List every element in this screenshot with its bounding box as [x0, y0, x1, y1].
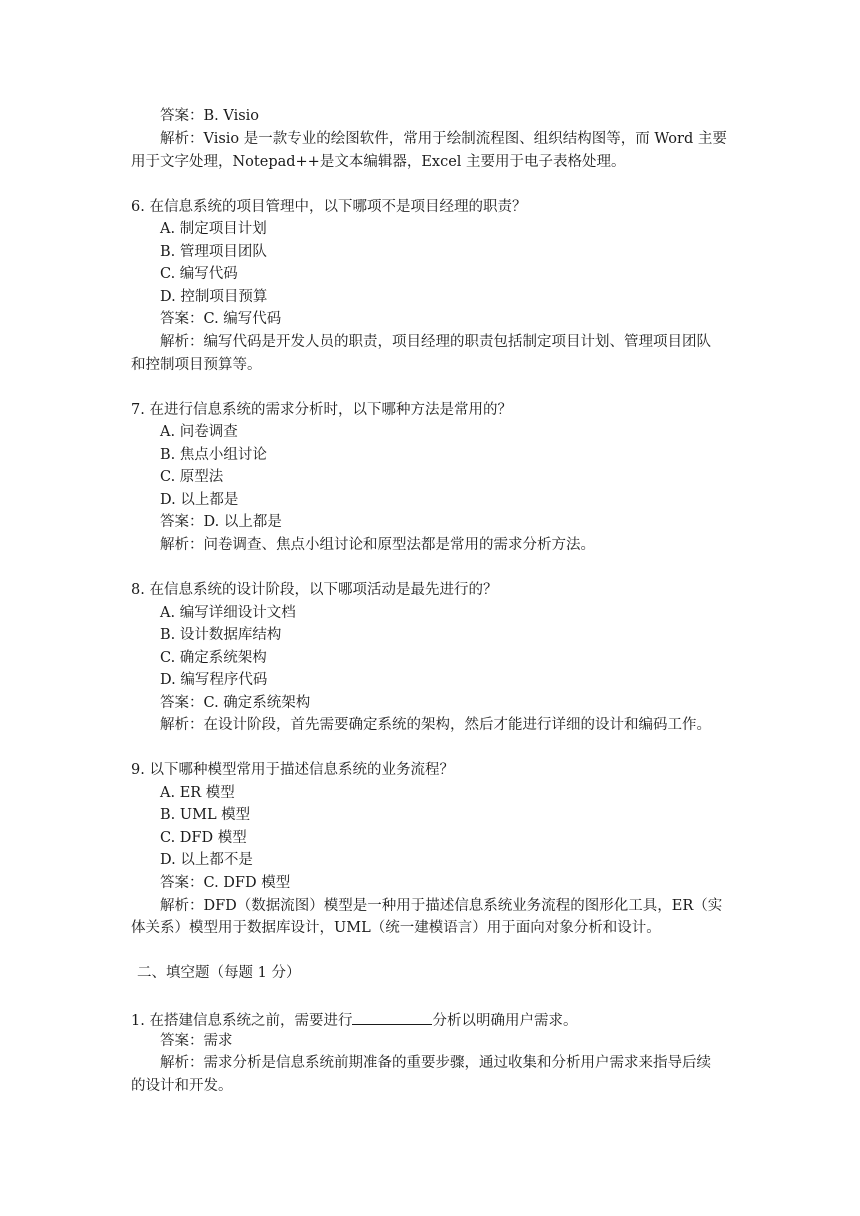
analysis-line: 解析：Visio 是一款专业的绘图软件，常用于绘制流程图、组织结构图等，而 Word 主要: [160, 131, 727, 147]
answer-line: 答案：C. DFD 模型: [160, 875, 291, 891]
option: D. 控制项目预算: [160, 289, 268, 305]
answer-line: 答案：D. 以上都是: [160, 514, 282, 530]
option: B. 焦点小组讨论: [160, 447, 267, 463]
answer-blank: [352, 1008, 432, 1025]
option: C. 编写代码: [160, 266, 238, 282]
option: D. 编写程序代码: [160, 672, 268, 688]
analysis-line: 解析：编写代码是开发人员的职责，项目经理的职责包括制定项目计划、管理项目团队: [160, 334, 711, 350]
analysis-line: 的设计和开发。: [131, 1078, 233, 1094]
analysis-line: 解析：在设计阶段，首先需要确定系统的架构，然后才能进行详细的设计和编码工作。: [160, 717, 711, 733]
option: B. 管理项目团队: [160, 244, 267, 260]
option: A. 制定项目计划: [160, 221, 267, 237]
option: C. 确定系统架构: [160, 650, 267, 666]
analysis-line: 和控制项目预算等。: [131, 357, 262, 373]
option: A. 编写详细设计文档: [160, 605, 296, 621]
answer-line: 答案：C. 确定系统架构: [160, 695, 311, 711]
analysis-line: 解析：需求分析是信息系统前期准备的重要步骤，通过收集和分析用户需求来指导后续: [160, 1055, 711, 1071]
question-text: 分析以明确用户需求。: [432, 1013, 578, 1029]
option: D. 以上都是: [160, 492, 239, 508]
option: D. 以上都不是: [160, 852, 253, 868]
question-7: 7. 在进行信息系统的需求分析时，以下哪种方法是常用的？: [131, 402, 512, 418]
analysis-line: 用于文字处理，Notepad++是文本编辑器，Excel 主要用于电子表格处理。: [131, 154, 626, 170]
question-9: 9. 以下哪种模型常用于描述信息系统的业务流程？: [131, 762, 454, 778]
section-heading: 二、填空题（每题 1 分）: [137, 965, 301, 981]
analysis-line: 解析：问卷调查、焦点小组讨论和原型法都是常用的需求分析方法。: [160, 537, 595, 553]
option: C. DFD 模型: [160, 830, 247, 846]
question-8: 8. 在信息系统的设计阶段，以下哪项活动是最先进行的？: [131, 582, 498, 598]
answer-line: 答案：C. 编写代码: [160, 311, 282, 327]
question-text: 1. 在搭建信息系统之前，需要进行: [131, 1013, 353, 1029]
answer-line: 答案：需求: [160, 1033, 233, 1049]
option: A. ER 模型: [160, 785, 235, 801]
fill-question-1: [131, 1008, 577, 1031]
option: B. 设计数据库结构: [160, 627, 282, 643]
option: B. UML 模型: [160, 807, 251, 823]
question-6: 6. 在信息系统的项目管理中，以下哪项不是项目经理的职责？: [131, 199, 527, 215]
option: A. 问卷调查: [160, 424, 238, 440]
analysis-line: 解析：DFD（数据流图）模型是一种用于描述信息系统业务流程的图形化工具，ER（实: [160, 898, 723, 914]
option: C. 原型法: [160, 469, 224, 485]
analysis-line: 体关系）模型用于数据库设计，UML（统一建模语言）用于面向对象分析和设计。: [131, 920, 661, 936]
answer-line: 答案：B. Visio: [160, 108, 260, 124]
